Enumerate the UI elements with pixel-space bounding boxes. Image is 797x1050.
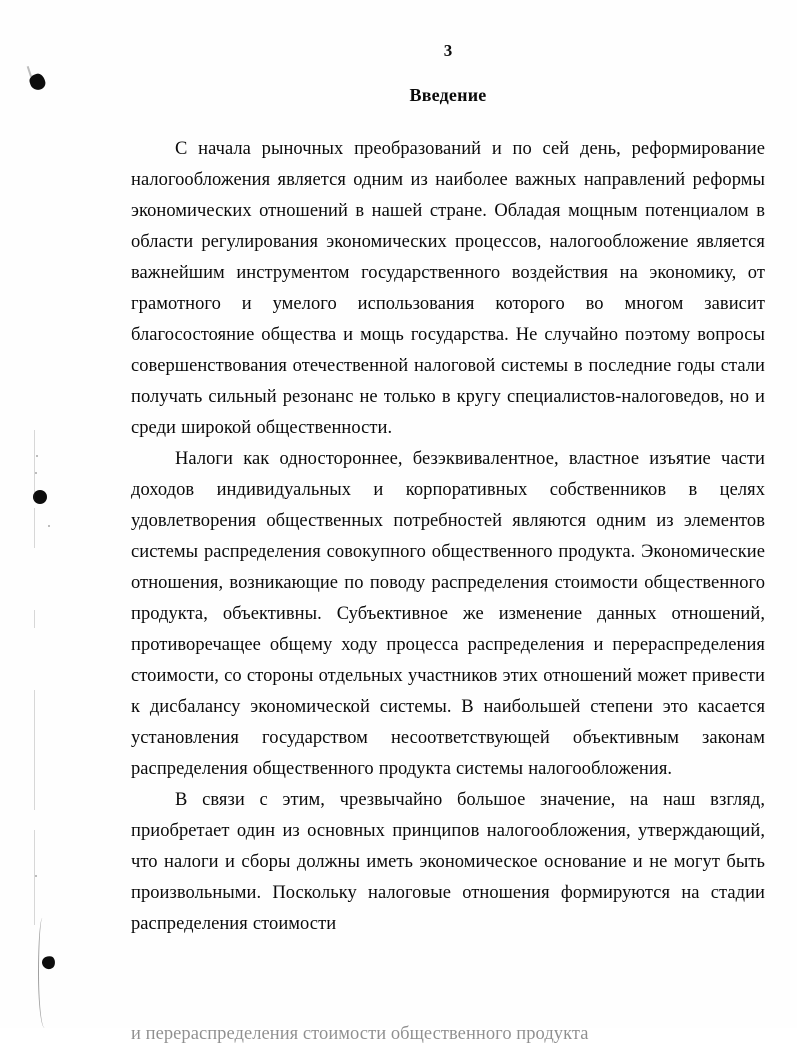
binding-edge-line <box>34 430 35 500</box>
scan-speck <box>36 455 38 457</box>
binding-edge-line <box>34 610 35 628</box>
ink-blot-icon <box>41 955 56 970</box>
page-title: Введение <box>409 85 487 105</box>
cut-off-text-line <box>131 1021 765 1044</box>
ink-blot-icon <box>28 72 47 92</box>
ink-blot-icon <box>33 490 47 504</box>
page-edge-shadow <box>38 918 49 1028</box>
paragraph: С начала рыночных преобразований и по сей день, реформирование налогообложения является одним из наиболее важных направлений реформы экономических отношений в нашей стране. Обладая мощным потенциалом в области регулирования экономических процессов, налогообложение является важнейшим инструментом государственного воздействия на экономику, от грамотного и умелого использования которого во многом зависит благосостояние общества и мощь государства. Не случайно поэтому вопросы совершенствования отечественной налоговой системы в последние годы стали получать сильный резонанс не только в кругу специалистов-налоговедов, но и среди широкой общественности. <box>131 139 765 438</box>
binding-edge-line <box>34 508 35 548</box>
paragraph: В связи с этим, чрезвычайно большое значение, на наш взгляд, приобретает один из основных принципов налогообложения, утверждающий, что налоги и сборы должны иметь экономическое основание и не могут быть произвольными. Поскольку налоговые отношения формируются на стадии распределения стоимости <box>131 790 765 934</box>
binding-edge-line <box>34 830 35 925</box>
document-text-block <box>131 0 765 940</box>
paragraph: Налоги как одностороннее, безэквивалентное, властное изъятие части доходов индивидуальных и корпоративных собственников в целях удовлетворения общественных потребностей являются одним из элементов системы распределения совокупного общественного продукта. Экономические отношения, возникающие по поводу распределения стоимости общественного продукта, объективны. Субъективное же изменение данных отношений, противоречащее общему ходу процесса распределения и перераспределения стоимости, со стороны отдельных участников этих отношений может привести к дисбалансу экономической системы. В наибольшей степени это касается установления государством несоответствующей объективным законам распределения общественного продукта системы налогообложения. <box>131 449 765 779</box>
scan-speck <box>35 875 37 877</box>
scan-speck <box>48 525 50 527</box>
page-number: 3 <box>443 41 453 60</box>
scan-speck <box>35 472 37 474</box>
binding-edge-line <box>34 690 35 810</box>
body-copy <box>131 134 765 940</box>
cut-off-text: и перераспределения стоимости общественного продукта <box>131 1024 589 1044</box>
